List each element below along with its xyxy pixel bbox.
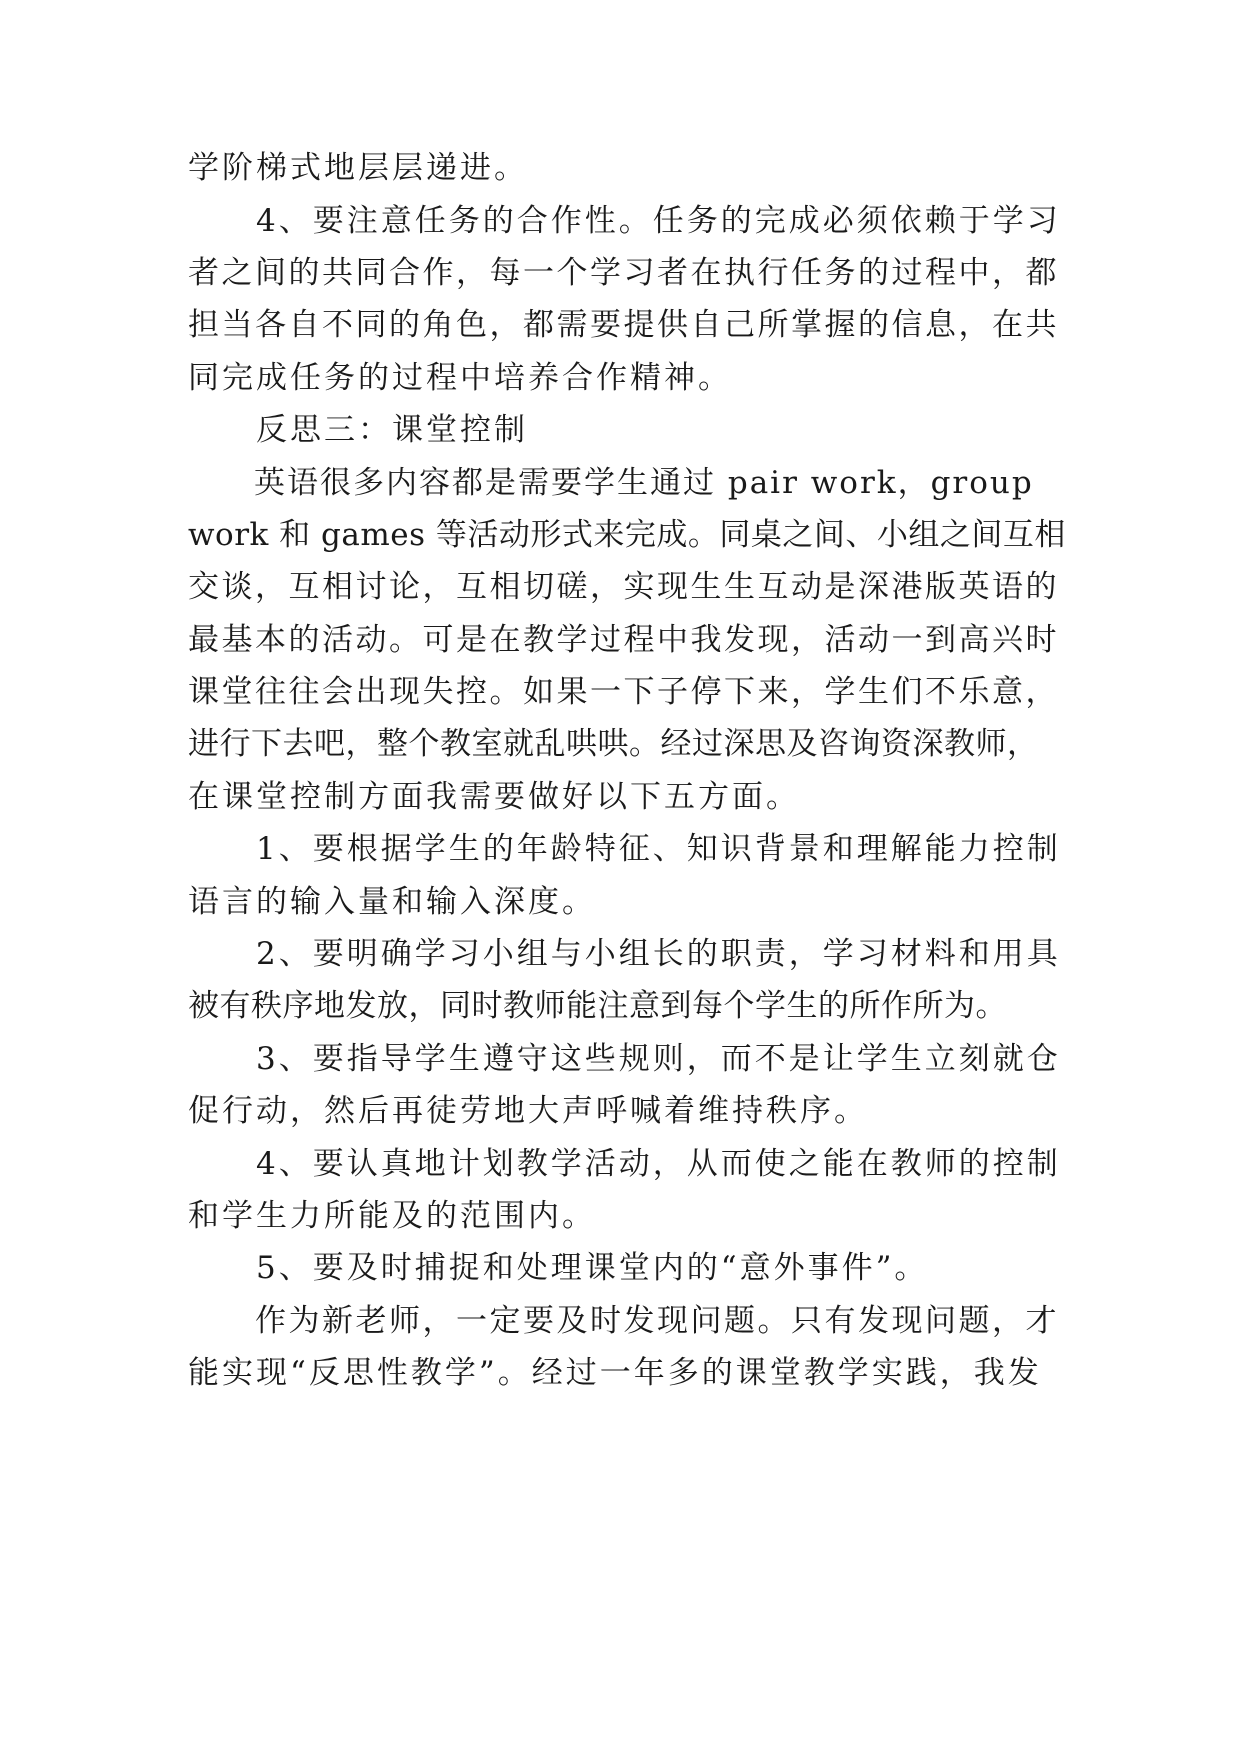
text-line: 语言的输入量和输入深度。: [188, 884, 596, 920]
text-line: 4、要认真地计划教学活动，从而使之能在教师的控制: [188, 1146, 1061, 1182]
text-line: 课堂往往会出现失控。如果一下子停下来，学生们不乐意，: [188, 674, 1059, 710]
text-line: 在课堂控制方面我需要做好以下五方面。: [188, 779, 800, 815]
text-line: 2、要明确学习小组与小组长的职责，学习材料和用具: [188, 936, 1061, 972]
text-line: 英语很多内容都是需要学生通过 pair work，group: [188, 465, 1034, 501]
text-line: 促行动，然后再徒劳地大声呼喊着维持秩序。: [188, 1093, 868, 1129]
text-line: 能实现“反思性教学”。经过一年多的课堂教学实践，我发: [188, 1355, 1042, 1391]
text-line: 3、要指导学生遵守这些规则，而不是让学生立刻就仓: [188, 1041, 1061, 1077]
text-line: 进行下去吧，整个教室就乱哄哄。经过深思及咨询资深教师，: [188, 726, 1039, 762]
text-line: 作为新老师，一定要及时发现问题。只有发现问题，才: [188, 1303, 1059, 1339]
text-line: 被有秩序地发放，同时教师能注意到每个学生的所作所为。: [188, 988, 1007, 1024]
text-line: 交谈，互相讨论，互相切磋，实现生生互动是深港版英语的: [188, 569, 1059, 605]
text-line: 学阶梯式地层层递进。: [188, 150, 528, 186]
text-line: 同完成任务的过程中培养合作精神。: [188, 360, 732, 396]
text-line: 担当各自不同的角色，都需要提供自己所掌握的信息，在共: [188, 307, 1059, 343]
text-line: 者之间的共同合作，每一个学习者在执行任务的过程中，都: [188, 255, 1059, 291]
text-line: 4、要注意任务的合作性。任务的完成必须依赖于学习: [188, 203, 1061, 239]
text-line: 1、要根据学生的年龄特征、知识背景和理解能力控制: [188, 831, 1061, 867]
text-line: 和学生力所能及的范围内。: [188, 1198, 596, 1234]
text-line: work 和 games 等活动形式来完成。同桌之间、小组之间互相: [188, 517, 1066, 553]
section-heading: 反思三：课堂控制: [188, 412, 528, 448]
text-line: 最基本的活动。可是在教学过程中我发现，活动一到高兴时: [188, 622, 1059, 658]
text-line: 5、要及时捕捉和处理课堂内的“意外事件”。: [188, 1250, 929, 1286]
